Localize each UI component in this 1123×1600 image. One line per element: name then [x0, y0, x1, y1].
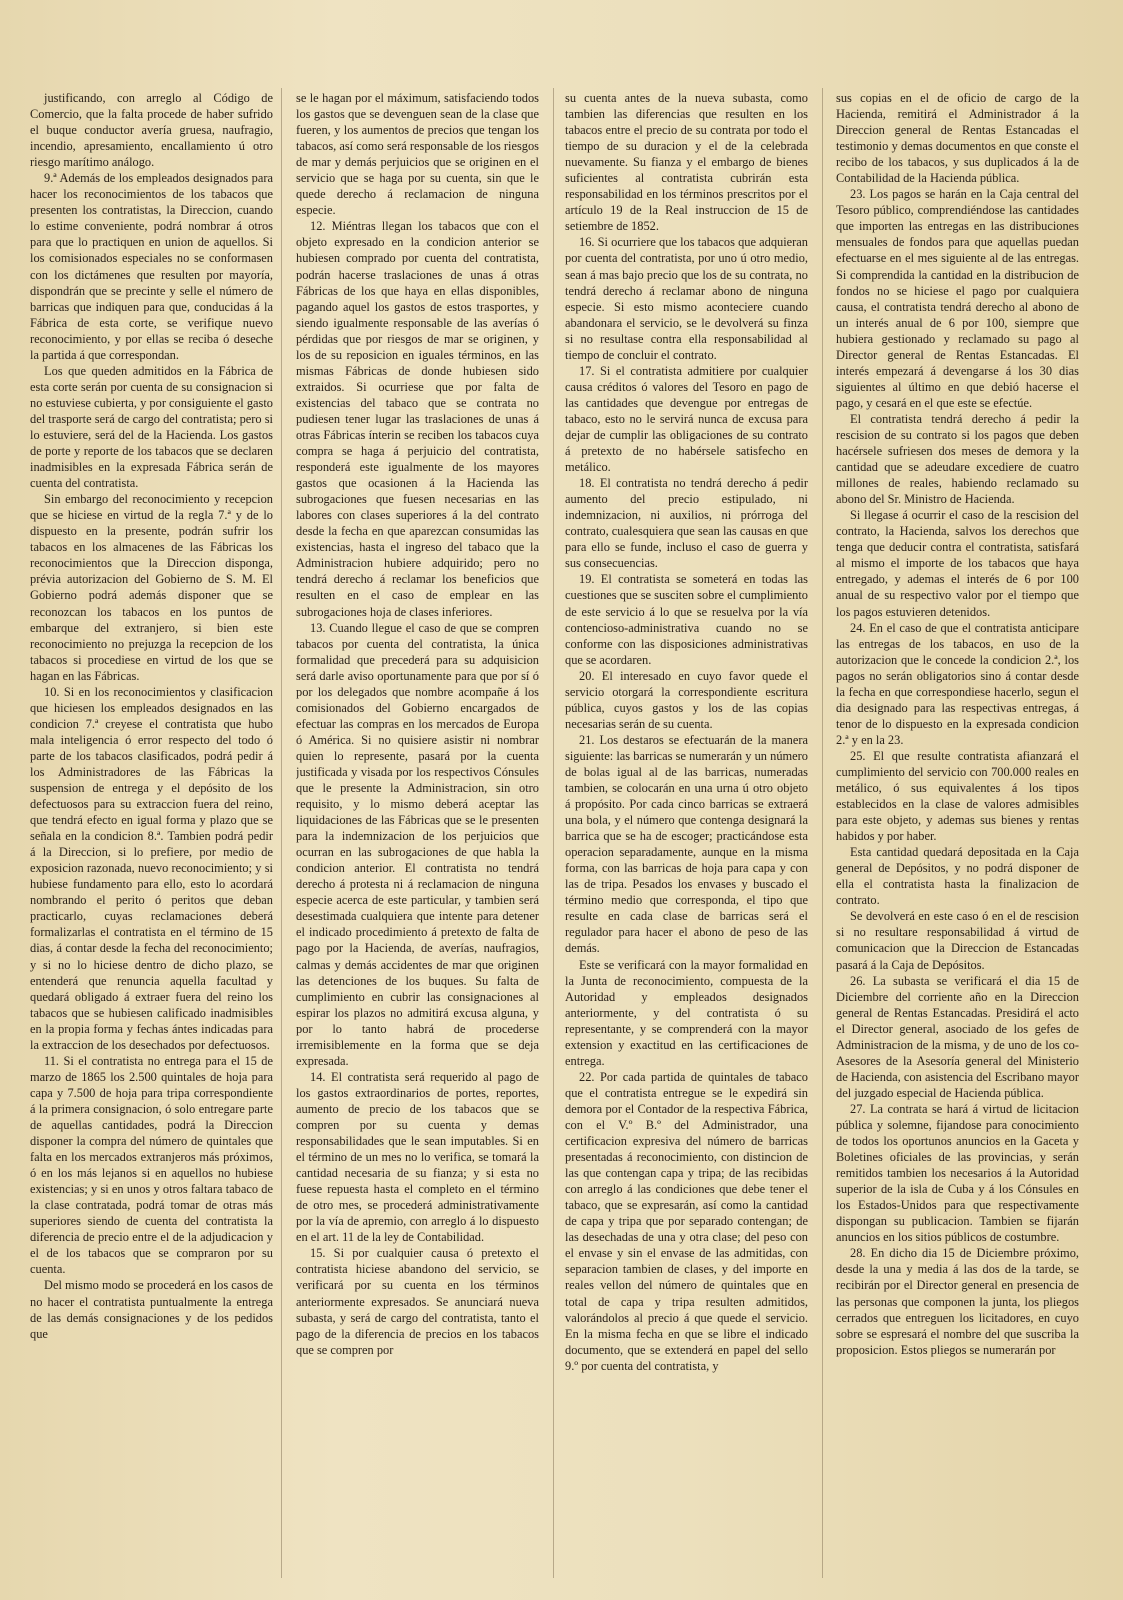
text-column-4	[836, 90, 1079, 1580]
paragraph: Los que queden admitidos en la Fábrica de esta corte serán por cuenta de su consignacion si no estuviese cubierta, y por consiguiente el gasto del trasporte será de cargo del contratista; pero si lo estuviere, será del de la Hacienda. Los gastos de porte y reporte de los tabacos que se declaren inadmisibles en la expresada Fábrica serán de cuenta del contratista.	[30, 363, 273, 491]
text-column-1	[30, 90, 273, 1580]
paragraph: 10. Si en los reconocimientos y clasificacion que hiciesen los empleados designados en las condicion 7.ª creyese el contratista que hubo mala inteligencia ó error respecto del todo ó parte de los tabacos clasificados, podrá pedir á los Administradores de las Fábricas la suspension de entrega y el depósito de los defectuosos para su extraccion fuera del reino, que tendrá efecto en igual forma y plazo que se señala en la condicion 8.ª. Tambien podrá pedir á la Direccion, si lo prefiere, por medio de exposicion razonada, nuevo reconocimiento; y si hubiese fundamento para ello, esto lo acordará nombrando el perito ó peritos que deban practicarlo, cuyas reclamaciones deberá formalizarlas el contratista en el término de 15 dias, á contar desde la fecha del reconocimiento; y si no lo hiciese dentro de dicho plazo, se entenderá que renuncia aquella facultad y quedará obligado á extraer fuera del reino los tabacos que se hubiesen calificado inadmisibles en la propia forma y fechas ántes indicadas para la extraccion de los desechados por defectuosos.	[30, 684, 273, 1052]
paragraph: Si llegase á ocurrir el caso de la rescision del contrato, la Hacienda, salvos los derechos que tenga que deducir contra el contratista, satisfará al mismo el importe de los tabacos que haya entregado, y ademas el interés de 6 por 100 anual de su respectivo valor por el tiempo que los pagos estuvieren detenidos.	[836, 508, 1079, 619]
paragraph: 20. El interesado en cuyo favor quede el servicio otorgará la correspondiente escritura pública, cuyos gastos y los de las copias necesarias serán de su cuenta.	[565, 668, 808, 731]
paragraph: 17. Si el contratista admitiere por cualquier causa créditos ó valores del Tesoro en pago de las cantidades que devengue por entregas de tabaco, esto no le servirá nunca de excusa para dejar de cumplir las obligaciones de su contrato á pretexto de no habérsele satisfecho en metálico.	[565, 363, 808, 475]
paragraph: Sin embargo del reconocimiento y recepcion que se hiciese en virtud de la regla 7.ª y de lo dispuesto en la presente, podrán sufrir los tabacos en los almacenes de las Fábricas los reconocimientos que la Direccion disponga, prévia autorizacion del Gobierno de S. M. El Gobierno podrá además disponer que se reconozcan los tabacos en los puntos de embarque del extranjero, si bien este reconocimiento no prejuzga la recepcion de los tabacos si procediese en virtud de los que se hagan en las Fábricas.	[30, 492, 273, 683]
paragraph: 13. Cuando llegue el caso de que se compren tabacos por cuenta del contratista, la única formalidad que precederá para su adquisicion será darle aviso oportunamente para que por sí ó por los delegados que nombre acompañe á los comisionados del Gobierno encargados de efectuar las compras en los mercados de Europa ó América. Si no quisiere asistir ni nombrar quien lo represente, pasará por la cuenta justificada y visada por los respectivos Cónsules que le presente la Administracion, sin otro requisito, y lo mismo deberá aceptar las liquidaciones de las Fábricas que se le presenten para la indemnizacion de los perjuicios que ocurran en las subrogaciones de que habla la condicion anterior. El contratista no tendrá derecho á protesta ni á reclamacion de ninguna especie acerca de este particular, y tambien será desestimada cualquiera que intente para detener el indicado procedimiento á pretexto de falta de pago por la Hacienda, de averías, naufragios, calmas y demás accidentes de mar que originen las detenciones de los buques. Su falta de cumplimiento en cubrir las consignaciones al espirar los plazos no admitirá excusa alguna, y por lo tanto habrá de procederse irremisiblemente en la forma que se deja expresada.	[296, 620, 539, 1068]
paragraph: Esta cantidad quedará depositada en la Caja general de Depósitos, y no podrá disponer de ella el contratista hasta la finalizacion de contrato.	[836, 845, 1079, 908]
paragraph: 26. La subasta se verificará el dia 15 de Diciembre del corriente año en la Direccion general de Rentas Estancadas. Presidirá el acto el Director general, asociado de los gefes de Administracion de la misma, y de uno de los co-Asesores de la Asesoría general del Ministerio de Hacienda, con asistencia del Escribano mayor del juzgado especial de Hacienda pública.	[836, 973, 1079, 1100]
text-column-2	[296, 90, 539, 1580]
paragraph: se le hagan por el máximum, satisfaciendo todos los gastos que se devenguen sean de la clase que fueren, y los aumentos de precios que tengan los tabacos, así como será responsable de los riesgos de mar y demás perjuicios que se originen en el servicio que se haga por su cuenta, sin que le quede derecho á reclamacion de ninguna especie.	[296, 91, 539, 218]
paragraph: 19. El contratista se someterá en todas las cuestiones que se susciten sobre el cumplimiento de este servicio á lo que se resuelva por la vía contencioso-administrativa cuando no se conforme con las disposiciones administrativas que se acordaren.	[565, 572, 808, 667]
paragraph: 14. El contratista será requerido al pago de los gastos extraordinarios de portes, reportes, aumento de precio de los tabacos que se compren por su cuenta y demas responsabilidades que le sean imputables. Si en el término de un mes no lo verifica, se tomará la cantidad necesaria de su fianza; y si esta no fuese repuesta hasta el completo en el término de otro mes, se procederá administrativamente por la vía de apremio, con arreglo á lo dispuesto en el art. 11 de la ley de Contabilidad.	[296, 1069, 539, 1245]
paragraph: Este se verificará con la mayor formalidad en la Junta de reconocimiento, compuesta de la Autoridad y empleados designados anteriormente, y del contratista ó su representante, y se comprenderá con la mayor extension y exactitud en las certificaciones de entrega.	[565, 957, 808, 1068]
paragraph: sus copias en el de oficio de cargo de la Hacienda, remitirá el Administrador á la Direccion general de Rentas Estancadas el testimonio y demas documentos en que conste el recibo de los tabacos, y sus duplicados á la de Contabilidad de la Hacienda pública.	[836, 91, 1079, 186]
paragraph: Del mismo modo se procederá en los casos de no hacer el contratista puntualmente la entrega de las demás consignaciones y de los pedidos que	[30, 1278, 273, 1341]
paragraph: 22. Por cada partida de quintales de tabaco que el contratista entregue se le expedirá sin demora por el Contador de la respectiva Fábrica, con el V.º B.º del Administrador, una certificacion expresiva del número de barricas presentadas á reconocimiento, con distincion de las que contengan capa y tripa; de las recibidas con arreglo á las condiciones que debe tener el tabaco, que se expresarán, así como la cantidad de capa y tripa que por separado contengan; de las desechadas de una y otra clase; del peso con el envase y sin el envase de las admitidas, con separacion tambien de clases, y del importe en reales vellon del número de quintales que en total de capa y tripa resulten admitidos, valorándolos al precio á que quede el servicio. En la misma fecha en que se libre el indicado documento, que se extenderá en papel del sello 9.º por cuenta del contratista, y	[565, 1069, 808, 1373]
paragraph: 12. Miéntras llegan los tabacos que con el objeto expresado en la condicion anterior se hubiesen comprado por cuenta del contratista, podrán hacerse traslaciones de unas á otras Fábricas de los que haya en ellas disponibles, pagando aquel los gastos de estos trasportes, y siendo igualmente responsable de las averías ó pérdidas que por riesgos de mar se originen, y los de su reposicion en iguales términos, en las mismas Fábricas de donde hubiesen sido extraidos. Si ocurriese que por falta de existencias del tabaco que se contrata no pudiesen tener lugar las traslaciones de unas á otras Fábricas ínterin se reciben los tabacos cuya compra se haga á perjuicio del contratista, responderá este igualmente de los mayores gastos que ocasionen á la Hacienda las subrogaciones que fuesen necesarias en las labores con clases superiores á la del contrato desde la fecha en que aparezcan consumidas las existencias, hasta el ingreso del tabaco que la Administracion hubiere adquirido; pero no tendrá derecho á reclamar los beneficios que resulten en el caso de emplear en las subrogaciones hoja de clases inferiores.	[296, 219, 539, 619]
paragraph: justificando, con arreglo al Código de Comercio, que la falta procede de haber sufrido el buque conductor avería gruesa, naufragio, incendio, apresamiento, encallamiento ú otro riesgo marítimo análogo.	[30, 91, 273, 170]
paragraph: 28. En dicho dia 15 de Diciembre próximo, desde la una y media á las dos de la tarde, se recibirán por el Director general en presencia de las personas que componen la junta, los pliegos cerrados que entreguen los licitadores, en cuyo sobre se espresará el nombre del que suscriba la proposicion. Estos pliegos se numerarán por	[836, 1246, 1079, 1357]
paragraph: Se devolverá en este caso ó en el de rescision si no resultare responsabilidad á virtud de comunicacion que la Direccion de Estancadas pasará á la Caja de Depósitos.	[836, 909, 1079, 972]
paragraph: 23. Los pagos se harán en la Caja central del Tesoro público, comprendiéndose las cantidades que importen las entregas en las distribuciones mensuales de fondos para que aquellas puedan efectuarse en el mes siguiente al de las entregas. Si comprendida la cantidad en la distribucion de fondos no se hiciese el pago por cualquiera causa, el contratista tendrá derecho al abono de un interés anual de 6 por 100, siempre que hubiera gestionado y reclamado su pago al Director general de Rentas Estancadas. El interés empezará á devengarse á los 30 dias siguientes al último en que debió hacerse el pago, y cesará en el que este se efectúe.	[836, 187, 1079, 410]
paragraph: 24. En el caso de que el contratista anticipare las entregas de los tabacos, en uso de la autorizacion que le concede la condicion 2.ª, los pagos no serán obligatorios sino á contar desde la fecha en que correspondiese hacerlo, segun el dia designado para las respectivas entregas, á tenor de lo dispuesto en la expresada condicion 2.ª y en la 23.	[836, 620, 1079, 747]
paragraph: 11. Si el contratista no entrega para el 15 de marzo de 1865 los 2.500 quintales de hoja para capa y 7.500 de hoja para tripa correspondiente á la primera consignacion, ó solo entregare parte de aquellas cantidades, podrá la Direccion disponer la compra del número de quintales que falta en los mercados extranjeros más próximos, ó en los más lejanos si en aquellos no hubiese existencias; y si en unos y otros faltara tabaco de la clase contratada, podrá tomar de otras más superiores siendo de cuenta del contratista la diferencia de precio entre el de la adjudicacion y el de los tabacos que se compraron por su cuenta.	[30, 1053, 273, 1277]
column-rule	[281, 88, 282, 1578]
paragraph: su cuenta antes de la nueva subasta, como tambien las diferencias que resulten en los tabacos entre el precio de su contrata por todo el tiempo de su duracion y el de la celebrada nuevamente. Su fianza y el embargo de bienes suficientes al contratista cubrirán esta responsabilidad en los términos prescritos por el artículo 19 de la Real instruccion de 15 de setiembre de 1852.	[565, 91, 808, 234]
column-rule	[553, 88, 554, 1578]
paragraph: 16. Si ocurriere que los tabacos que adquieran por cuenta del contratista, por uno ú otro medio, sean á mas bajo precio que los de su contrata, no tendrá derecho á reclamar abono de ninguna especie. Si esto mismo aconteciere cuando abandonara el servicio, se le devolverá su finza si no resultase contra ella responsabilidad al tiempo de concluir el contrato.	[565, 235, 808, 362]
paragraph: 21. Los destaros se efectuarán de la manera siguiente: las barricas se numerarán y un número de bolas igual al de las barricas, numeradas tambien, se colocarán en una urna ú otro objeto á propósito. Por cada cinco barricas se extraerá una bola, y el número que contenga designará la barrica que se ha de escoger; practicándose esta operacion separadamente, aunque en la misma forma, con las barricas de hoja para capa y con las de tripa. Pesados los envases y buscado el término medio que corresponda, el tipo que resulte en cada clase de barricas será el regulador para hacer el abono de peso de las demás.	[565, 732, 808, 956]
paragraph: 25. El que resulte contratista afianzará el cumplimiento del servicio con 700.000 reales en metálico, ó sus equivalentes á los tipos establecidos en la clase de valores admisibles para este objeto, y ademas sus bienes y rentas habidos y por haber.	[836, 748, 1079, 844]
column-rule	[822, 88, 823, 1578]
paragraph: 9.ª Además de los empleados designados para hacer los reconocimientos de los tabacos que presenten los contratistas, la Direccion, cuando lo estime conveniente, podrá nombrar á otros para que lo practiquen en union de aquellos. Si los comisionados especiales no se conformasen con los dictámenes que resulten por mayoría, dispondrán que se precinte y selle el número de barricas que indiquen para que, conducidas á la Fábrica de esta corte, se verifique nuevo reconocimiento, y por ellas se reciba ó deseche la partida á que correspondan.	[30, 171, 273, 362]
paragraph: 18. El contratista no tendrá derecho á pedir aumento del precio estipulado, ni indemnizacion, ni auxilios, ni prórroga del contrato, cualesquiera que sean las causas en que para ello se funde, incluso el caso de guerra y sus consecuencias.	[565, 476, 808, 571]
paragraph: 15. Si por cualquier causa ó pretexto el contratista hiciese abandono del servicio, se verificará por su cuenta en los términos anteriormente expresados. Se anunciará nueva subasta, y será de cargo del contratista, tanto el pago de la diferencia de precios en los tabacos que se compren por	[296, 1246, 539, 1357]
paragraph: El contratista tendrá derecho á pedir la rescision de su contrato si los pagos que deben hacérsele sufriesen dos meses de demora y la cantidad que se adeudare excediere de cuatro millones de reales, habiendo reclamado su abono del Sr. Ministro de Hacienda.	[836, 411, 1079, 507]
paragraph: 27. La contrata se hará á virtud de licitacion pública y solemne, fijandose para conocimiento de todos los oportunos anuncios en la Gaceta y Boletines oficiales de las provincias, y serán remitidos tambien los necesarios á la Autoridad superior de la isla de Cuba y á los Cónsules en los Estados-Unidos para que respectivamente dispongan su publicacion. Tambien se fijarán anuncios en los sitios públicos de costumbre.	[836, 1101, 1079, 1245]
text-column-3	[565, 90, 808, 1580]
